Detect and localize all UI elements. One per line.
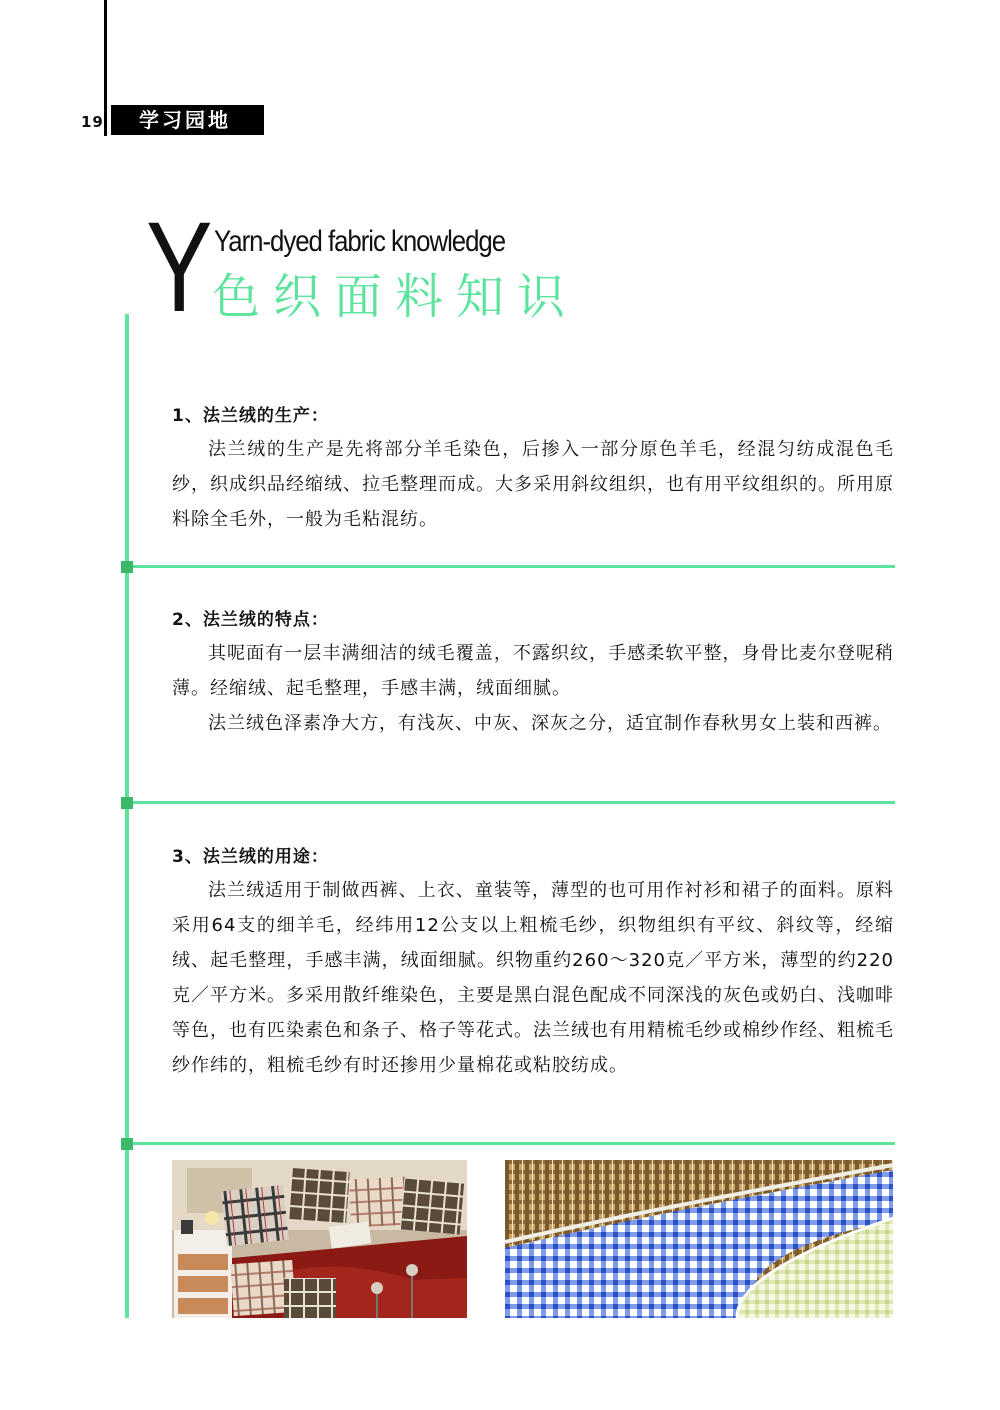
title-initial: Y [146,196,213,339]
section-paragraph: 法兰绒适用于制做西裤、上衣、童装等，薄型的也可用作衬衫和裙子的面料。原料采用64支的细羊毛，经纬用12公支以上粗梳毛纱，织物组织有平纹、斜纹等，经缩绒、起毛整理，手感丰满，绒面细腻。织物重约260～320克／平方米，薄型的约220克／平方米。多采用散纤维染色，主要是黑白混色配成不同深浅的灰色或奶白、浅咖啡等色，也有匹染素色和条子、格子等花式。法兰绒也有用精梳毛纱或棉纱作经、粗梳毛纱作纬的，粗梳毛纱有时还掺用少量棉花或粘胶纺成。 [172,880,894,1076]
section-paragraph: 法兰绒色泽素净大方，有浅灰、中灰、深灰之分，适宜制作春秋男女上装和西裤。 [208,713,892,734]
fabric-swatch-illustration [505,1160,893,1318]
page-number: 19 [81,113,104,131]
bedroom-photo [172,1160,467,1318]
section-uses [172,842,894,1083]
green-vertical-rule [125,314,129,1318]
section-heading: 2、法兰绒的特点： [172,610,329,630]
title-chinese: 色织面料知识 [212,269,579,325]
section-divider [129,801,895,804]
bedroom-photo-illustration [172,1160,467,1318]
section-divider [129,1142,895,1145]
header-rule [104,0,107,136]
divider-marker [121,561,133,573]
section-divider [129,565,895,568]
title-english: Yarn-dyed fabric knowledge [214,225,506,258]
divider-marker [121,1138,133,1150]
section-production [172,401,894,537]
section-label: 学习园地 [111,105,264,135]
section-paragraph: 其呢面有一层丰满细洁的绒毛覆盖，不露织纹，手感柔软平整，身骨比麦尔登呢稍薄。经缩绒、起毛整理，手感丰满，绒面细腻。 [172,643,894,699]
section-heading: 1、法兰绒的生产： [172,406,329,426]
section-heading: 3、法兰绒的用途： [172,847,329,867]
section-features [172,605,894,741]
fabric-swatch-photo [505,1160,893,1318]
divider-marker [121,797,133,809]
section-paragraph: 法兰绒的生产是先将部分羊毛染色，后掺入一部分原色羊毛，经混匀纺成混色毛纱，织成织品经缩绒、拉毛整理而成。大多采用斜纹组织，也有用平纹组织的。所用原料除全毛外，一般为毛粘混纺。 [172,439,894,530]
